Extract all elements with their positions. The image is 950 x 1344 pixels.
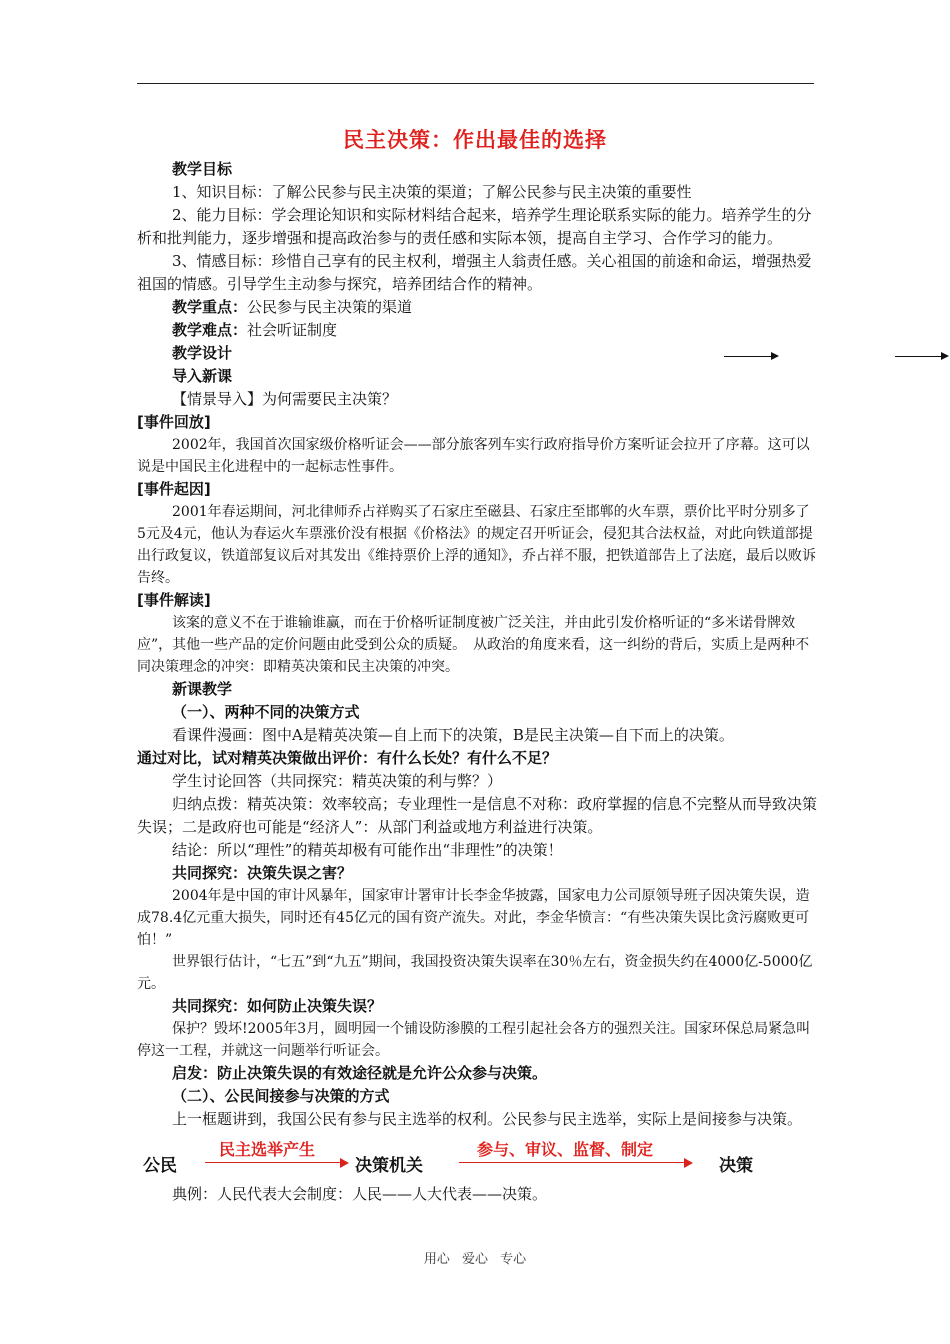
page-title: 民主决策：作出最佳的选择 bbox=[343, 128, 607, 152]
flow-label-election: 民主选举产生 bbox=[219, 1140, 316, 1159]
flow-node-authority: 决策机关 bbox=[355, 1156, 423, 1176]
document-body bbox=[137, 158, 817, 1206]
cause-text: 2001年春运期间，河北律师乔占祥购买了石家庄至磁县、石家庄至邯郸的火车票，票价比平时分别多了5元及4元，他认为春运火车票涨价没有根据《价格法》的规定召开听证会，侵犯其合法权益，对此向铁道部提出行政复议，铁道部复议后对其发出《维持票价上浮的通知》，乔占祥不服，把铁道部告上了法庭，最后以败诉告终。 bbox=[137, 504, 816, 586]
intro-heading: 导入新课 bbox=[172, 367, 233, 385]
conclusion-text: 结论：所以“理性”的精英却极有可能作出“非理性”的决策！ bbox=[172, 841, 563, 859]
goals-heading: 教学目标 bbox=[172, 160, 233, 178]
decision-flow-diagram bbox=[137, 1137, 817, 1181]
replay-text: 2002年，我国首次国家级价格听证会——部分旅客列车实行政府指导价方案听证会拉开了序幕。这可以说是中国民主化进程中的一起标志性事件。 bbox=[137, 437, 810, 475]
section1-heading: （一）、两种不同的决策方式 bbox=[172, 703, 360, 721]
flow-arrow-icon-1 bbox=[340, 1158, 349, 1168]
protect-text: 保护？毁坏!2005年3月，圆明园一个铺设防渗膜的工程引起社会各方的强烈关注。国家环保总局紧急叫停这一工程，并就这一问题举行听证会。 bbox=[137, 1021, 811, 1059]
flow-label-participation: 参与、审议、监督、制定 bbox=[477, 1140, 654, 1159]
cause-heading: [事件起因] bbox=[137, 480, 211, 498]
difficult-point-text: 社会听证制度 bbox=[247, 321, 338, 339]
section2-heading: （二）、公民间接参与决策的方式 bbox=[172, 1087, 390, 1105]
replay-heading: [事件回放] bbox=[137, 413, 211, 431]
header-rule bbox=[137, 83, 814, 84]
example-text: 典例：人民代表大会制度：人民——人大代表——决策。 bbox=[172, 1185, 548, 1203]
new-lesson-heading: 新课教学 bbox=[172, 680, 233, 698]
flow-node-decision: 决策 bbox=[719, 1156, 753, 1176]
key-point-label: 教学重点： bbox=[172, 298, 248, 316]
design-heading: 教学设计 bbox=[172, 344, 233, 362]
stray-arrow-icon-2 bbox=[941, 352, 949, 360]
discuss-text: 学生讨论回答（共同探究：精英决策的利与弊？） bbox=[172, 772, 503, 790]
interp-heading: [事件解读] bbox=[137, 591, 211, 609]
key-point bbox=[137, 296, 817, 319]
comic-text: 看课件漫画：图中A是精英决策—自上而下的决策，B是民主决策—自下而上的决策。 bbox=[172, 726, 734, 744]
difficult-point bbox=[137, 319, 817, 342]
goal-emotion: 3、情感目标：珍惜自己享有的民主权利，增强主人翁责任感。关心祖国的前途和命运，增强热爱祖国的情感。引导学生主动参与探究，培养团结合作的精神。 bbox=[137, 252, 812, 293]
summary-text: 归纳点拨：精英决策：效率较高；专业理性一是信息不对称：政府掌握的信息不完整从而导致决策失误；二是政府也可能是“经济人”：从部门利益或地方利益进行决策。 bbox=[137, 795, 818, 836]
goal-knowledge: 1、知识目标：了解公民参与民主决策的渠道；了解公民参与民主决策的重要性 bbox=[172, 183, 692, 201]
key-point-text: 公民参与民主决策的渠道 bbox=[247, 298, 413, 316]
flow-arrow-line-1 bbox=[205, 1162, 341, 1163]
indirect-text: 上一框题讲到，我国公民有参与民主选举的权利。公民参与民主选举，实际上是间接参与决策。 bbox=[172, 1110, 803, 1128]
explore2-heading: 共同探究：如何防止决策失误？ bbox=[172, 997, 383, 1015]
stray-arrow-line-2 bbox=[895, 356, 943, 357]
audit-text: 2004年是中国的审计风暴年，国家审计署审计长李金华披露，国家电力公司原领导班子因决策失误，造成78.4亿元重大损失，同时还有45亿元的国有资产流失。对此，李金华愤言：“有些决策失误比贪污腐败更可怕！” bbox=[137, 888, 810, 948]
flow-arrow-line-2 bbox=[459, 1162, 685, 1163]
worldbank-text: 世界银行估计，“七五”到“九五”期间，我国投资决策失误率在30％左右，资金损失约在4000亿-5000亿元。 bbox=[137, 954, 813, 992]
page-footer: 用心 爱心 专心 bbox=[423, 1252, 527, 1267]
inspire-text: 启发：防止决策失误的有效途径就是允许公众参与决策。 bbox=[172, 1064, 548, 1082]
difficult-point-label: 教学难点： bbox=[172, 321, 248, 339]
interp-text: 该案的意义不在于谁输谁赢，而在于价格听证制度被广泛关注，并由此引发价格听证的“多米诺骨牌效应”，其他一些产品的定价问题由此受到公众的质疑。 从政治的角度来看，这一纠纷的背后，实质上是两种不同决策理念的冲突：即精英决策和民主决策的冲突。 bbox=[137, 615, 810, 675]
explore1-heading: 共同探究：决策失误之害？ bbox=[172, 864, 353, 882]
flow-node-citizen: 公民 bbox=[143, 1156, 177, 1176]
flow-arrow-icon-2 bbox=[684, 1158, 693, 1168]
compare-question: 通过对比，试对精英决策做出评价：有什么长处？有什么不足？ bbox=[137, 749, 558, 767]
goal-ability: 2、能力目标：学会理论知识和实际材料结合起来，培养学生理论联系实际的能力。培养学生的分析和批判能力，逐步增强和提高政治参与的责任感和实际本领，提高自主学习、合作学习的能力。 bbox=[137, 206, 812, 247]
scene-intro: 【情景导入】为何需要民主决策？ bbox=[172, 390, 398, 408]
